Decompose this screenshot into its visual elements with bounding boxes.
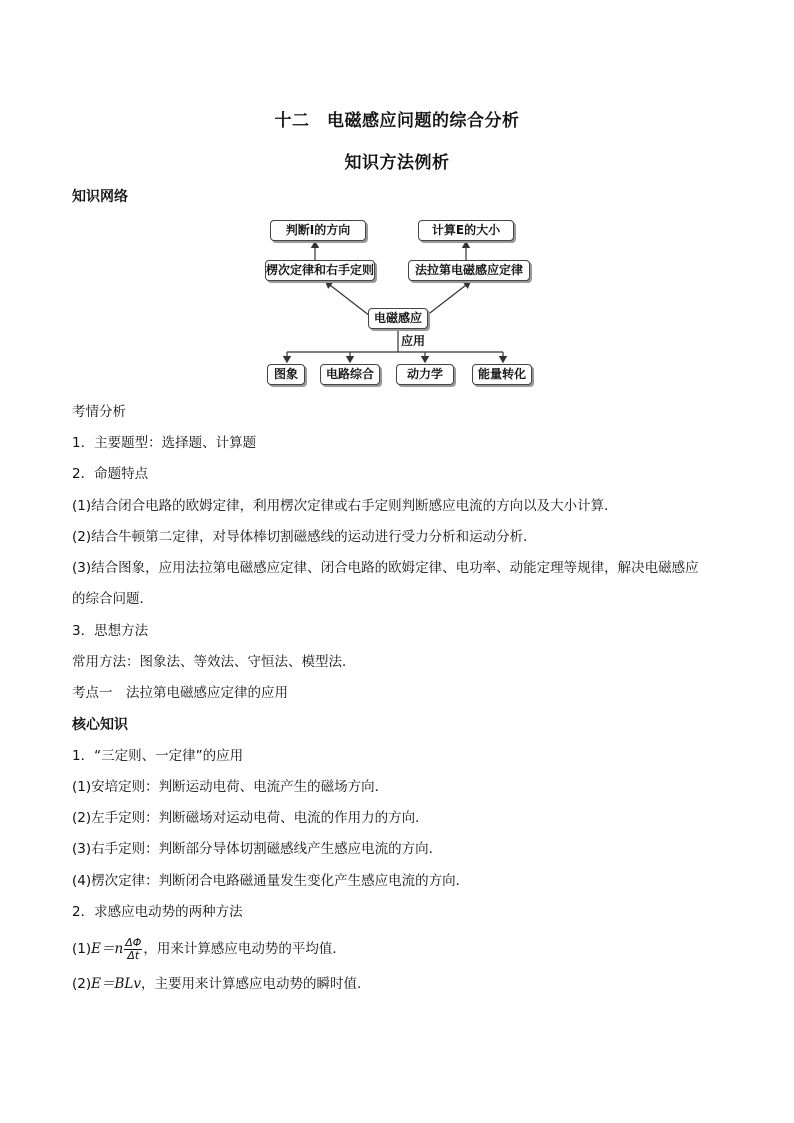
box-circuit: 电路综合 xyxy=(320,364,380,385)
arrow-center-to-mid-right xyxy=(426,282,470,316)
analysis-point-2: (2)结合牛顿第二定律，对导体棒切割磁感线的运动进行受力分析和运动分析． xyxy=(72,529,537,545)
section-knowledge-network: 知识网络 xyxy=(72,189,128,205)
label-application: 应用 xyxy=(401,334,426,348)
knowledge-network-diagram xyxy=(258,212,548,392)
document-subtitle: 知识方法例析 xyxy=(344,153,450,173)
core-rule-1: (1)安培定则：判断运动电荷、电流产生的磁场方向． xyxy=(72,779,389,795)
core-rule-3: (3)右手定则：判断部分导体切割磁感线产生感应电流的方向． xyxy=(72,841,443,857)
box-faraday-law: 法拉第电磁感应定律 xyxy=(408,260,530,281)
analysis-item-2: 2．命题特点 xyxy=(72,466,149,482)
box-lenz-right-hand: 楞次定律和右手定则 xyxy=(265,260,375,281)
formula-line-1 xyxy=(72,932,732,966)
formula-1-lhs: E＝n xyxy=(91,941,124,957)
analysis-point-1: (1)结合闭合电路的欧姆定律，利用楞次定律或右手定则判断感应电流的方向以及大小计算． xyxy=(72,498,618,514)
formula-1-numerator: ΔΦ xyxy=(125,935,142,949)
analysis-point-3b: 的综合问题． xyxy=(72,591,153,607)
formula-1-fraction xyxy=(124,937,142,962)
box-judge-current-direction: 判断I的方向 xyxy=(270,220,366,241)
formula-1-prefix: (1) xyxy=(72,941,92,957)
box-electromagnetic-induction: 电磁感应 xyxy=(368,308,428,329)
formula-1-suffix: ，用来计算感应电动势的平均值． xyxy=(143,941,346,957)
analysis-header: 考情分析 xyxy=(72,404,126,420)
formula-1-denominator: Δt xyxy=(127,948,140,962)
kaodian-title: 考点一 法拉第电磁感应定律的应用 xyxy=(72,685,288,701)
core-rule-2: (2)左手定则：判断磁场对运动电荷、电流的作用力的方向． xyxy=(72,810,429,826)
core-item-1: 1．“三定则、一定律”的应用 xyxy=(72,748,244,764)
formula-line-2 xyxy=(72,974,732,994)
box-compute-emf: 计算E的大小 xyxy=(418,220,514,241)
document-title: 十二 电磁感应问题的综合分析 xyxy=(274,111,520,131)
formula-2-prefix: (2) xyxy=(72,976,92,992)
core-item-2: 2．求感应电动势的两种方法 xyxy=(72,904,243,920)
analysis-point-3a: (3)结合图象，应用法拉第电磁感应定律、闭合电路的欧姆定律、电功率、动能定理等规律，解决电磁感应 xyxy=(72,560,699,576)
box-dynamics: 动力学 xyxy=(396,364,454,385)
analysis-item-1: 1．主要题型：选择题、计算题 xyxy=(72,435,257,451)
analysis-item-3: 3．思想方法 xyxy=(72,623,149,639)
core-rule-4: (4)楞次定律：判断闭合电路磁通量发生变化产生感应电流的方向． xyxy=(72,873,470,889)
box-graph: 图象 xyxy=(267,364,305,385)
formula-2-suffix: ，主要用来计算感应电动势的瞬时值． xyxy=(141,976,371,992)
box-energy: 能量转化 xyxy=(472,364,532,385)
formula-2-expression: E＝BLv xyxy=(91,976,141,992)
arrow-center-to-mid-left xyxy=(326,282,370,316)
core-knowledge-header: 核心知识 xyxy=(72,717,128,733)
analysis-methods: 常用方法：图象法、等效法、守恒法、模型法． xyxy=(72,654,356,670)
